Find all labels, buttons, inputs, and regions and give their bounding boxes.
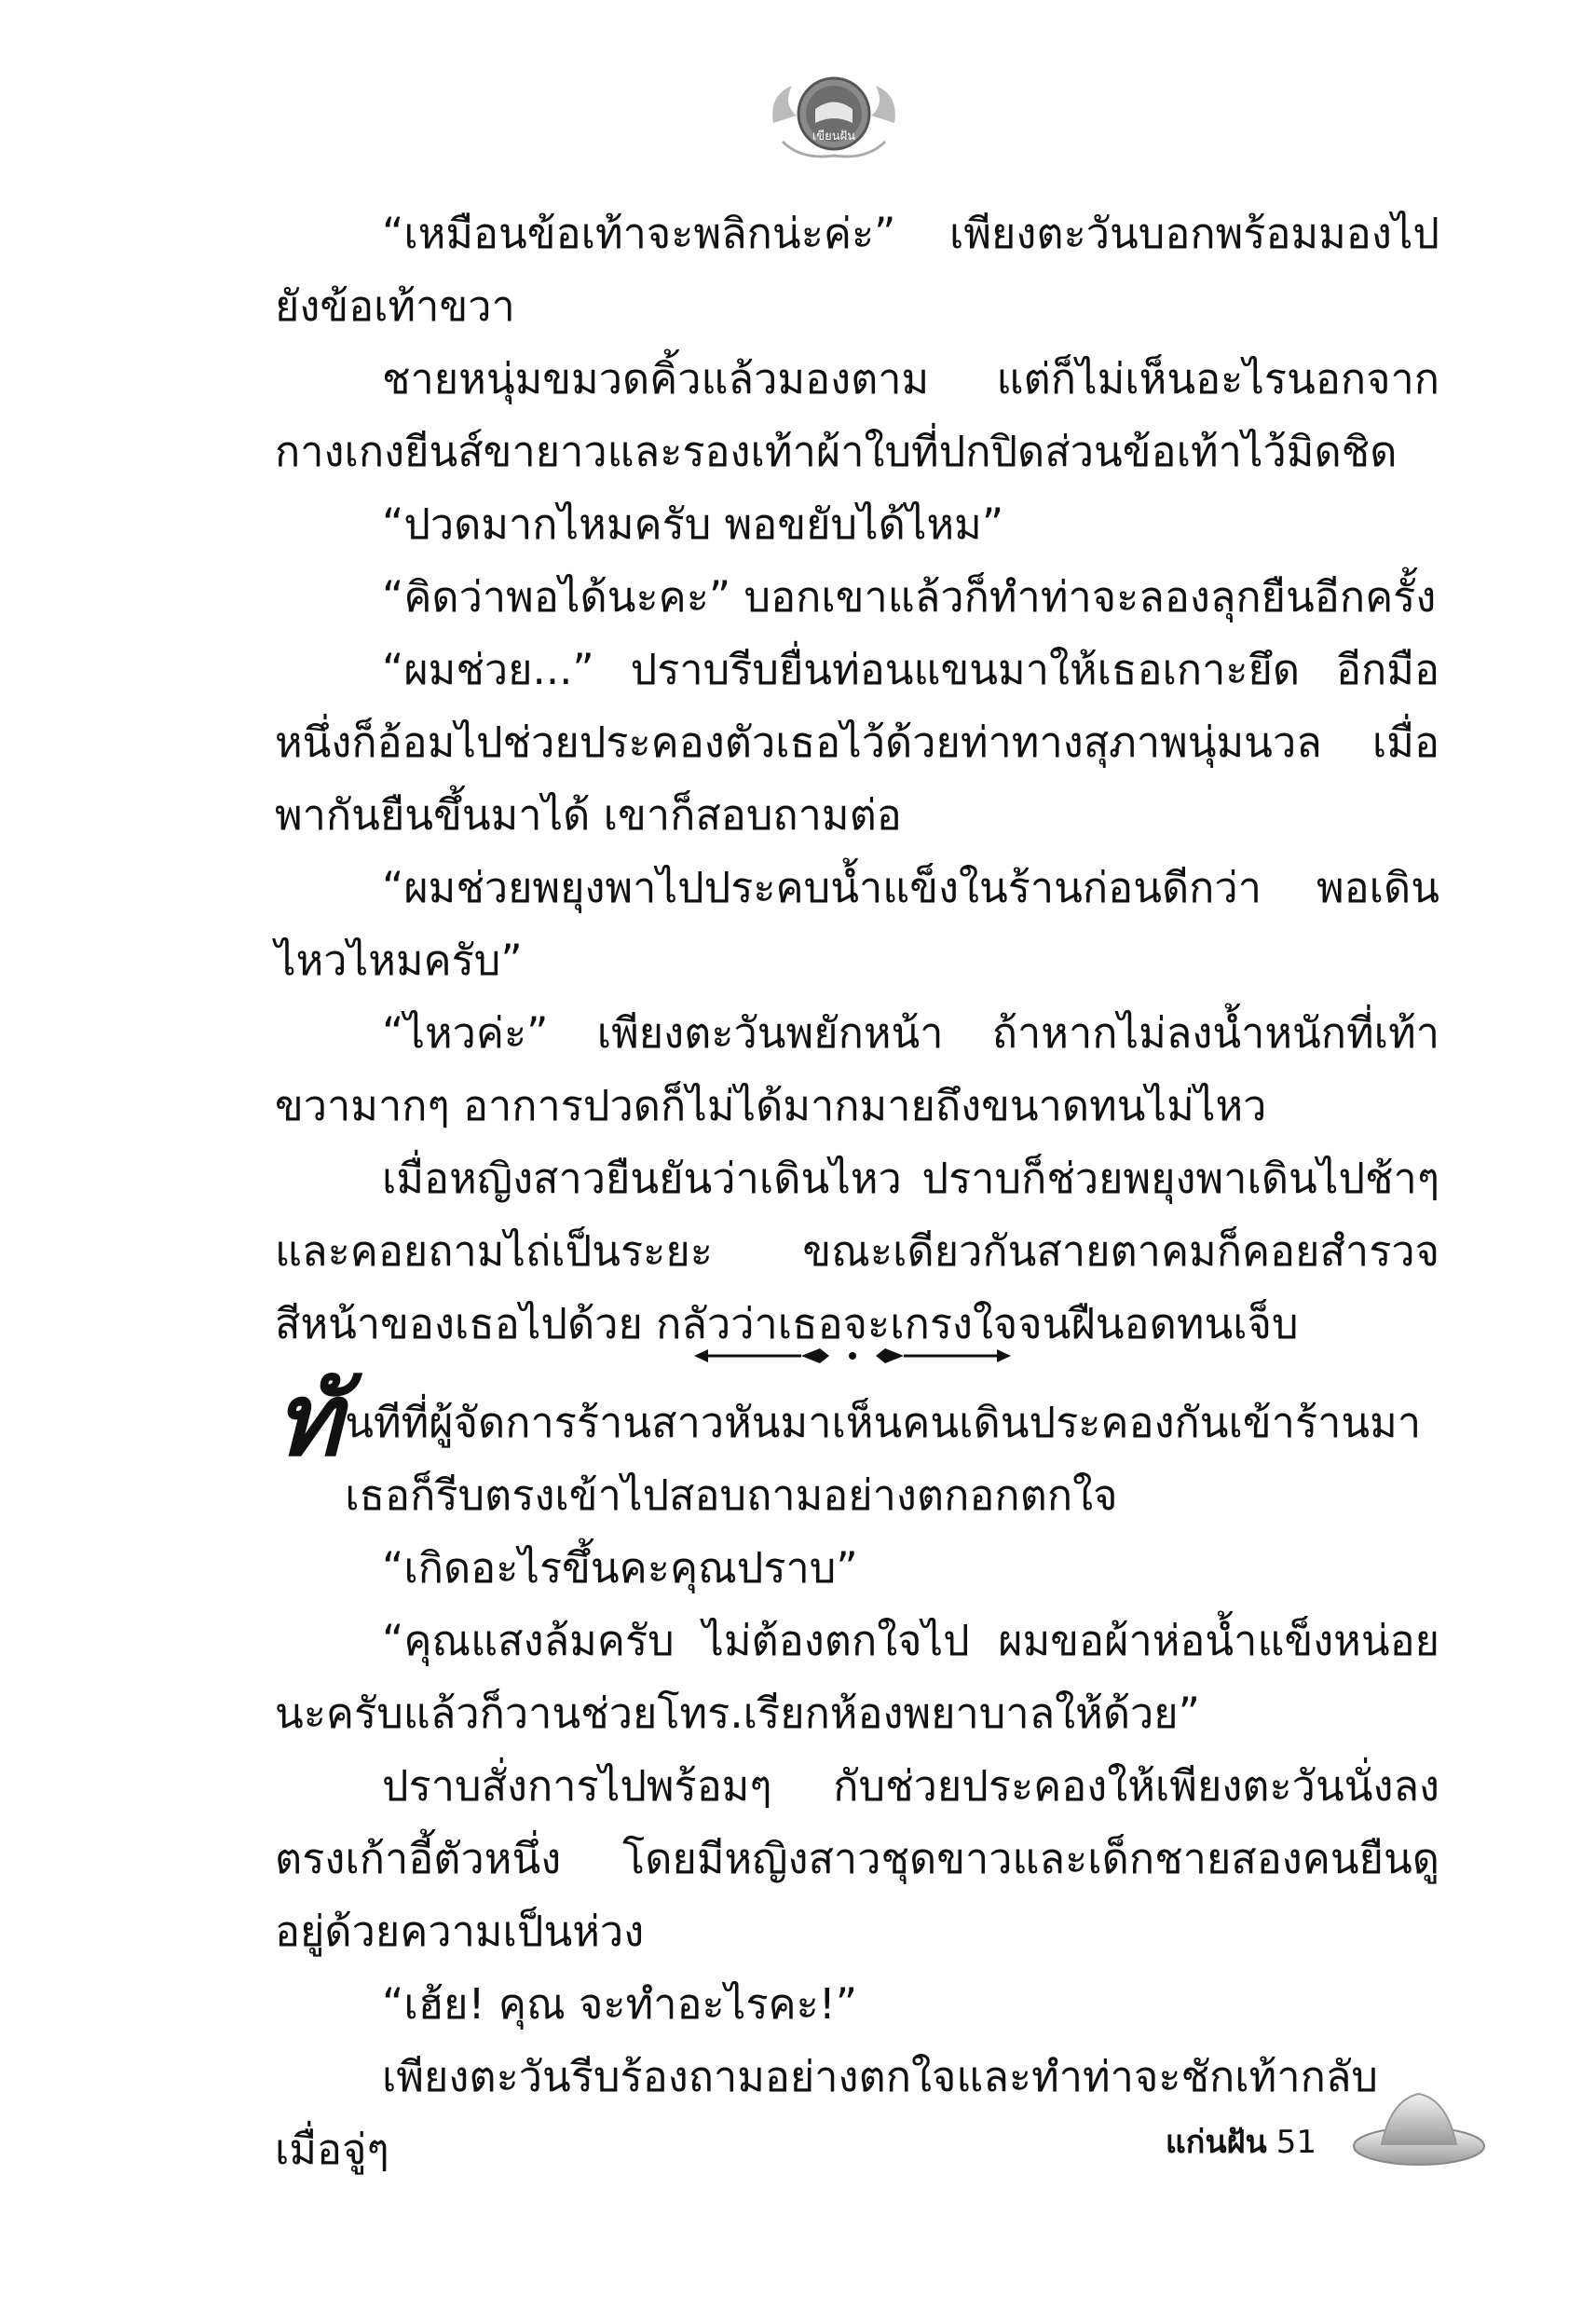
- book-title: แก่นฝัน: [1165, 2124, 1267, 2161]
- paragraph: “เฮ้ย! คุณ จะทำอะไรคะ!”: [382, 1979, 858, 2029]
- paragraph: “ผมช่วยพยุงพาไปประคบน้ำแข็งในร้านก่อนดีกว่า พอเดินไหวไหมครับ”: [275, 863, 1439, 985]
- body-text-section-1: [275, 198, 1439, 1361]
- page-number: 51: [1275, 2124, 1316, 2161]
- paragraph: “ปวดมากไหมครับ พอขยับได้ไหม”: [382, 499, 1004, 549]
- page-footer: [1166, 2116, 1316, 2167]
- paragraph: ชายหนุ่มขมวดคิ้วแล้วมองตาม แต่ก็ไม่เห็นอะไรนอกจากกางเกงยีนส์ขายาวและรองเท้าผ้าใบที่ปกปิดส่วนข้อเท้าไว้มิดชิด: [275, 354, 1439, 476]
- paragraph-first-text: นทีที่ผู้จัดการร้านสาวหันมาเห็นคนเดินประคองกันเข้าร้านมาเธอก็รีบตรงเข้าไปสอบถามอย่างตกอกตกใจ: [345, 1398, 1422, 1520]
- drop-cap: ทั: [275, 1361, 342, 1479]
- hat-icon: [1349, 2083, 1489, 2171]
- paragraph-first: [275, 1361, 1439, 1532]
- paragraph: “ไหวค่ะ” เพียงตะวันพยักหน้า ถ้าหากไม่ลงน้ำหนักที่เท้าขวามากๆ อาการปวดก็ไม่ได้มากมายถึงขนาดทนไม่ไหว: [275, 1008, 1439, 1130]
- section-divider-ornament: [689, 1342, 1016, 1370]
- paragraph: “เกิดอะไรขึ้นคะคุณปราบ”: [382, 1543, 858, 1593]
- paragraph: “คิดว่าพอได้นะคะ” บอกเขาแล้วก็ทำท่าจะลองลุกยืนอีกครั้ง: [382, 572, 1437, 622]
- paragraph: “เหมือนข้อเท้าจะพลิกน่ะค่ะ” เพียงตะวันบอกพร้อมมองไปยังข้อเท้าขวา: [275, 209, 1439, 331]
- svg-text:เขียนฝัน: เขียนฝัน: [812, 130, 856, 144]
- paragraph: เมื่อหญิงสาวยืนยันว่าเดินไหว ปราบก็ช่วยพยุงพาเดินไปช้าๆและคอยถามไถ่เป็นระยะ ขณะเดียวกันสายตาคมก็คอยสำรวจสีหน้าของเธอไปด้วย กลัวว่าเธอจะเกรงใจจนฝืนอดทนเจ็บ: [275, 1154, 1439, 1348]
- paragraph: ปราบสั่งการไปพร้อมๆ กับช่วยประคองให้เพียงตะวันนั่งลงตรงเก้าอี้ตัวหนึ่ง โดยมีหญิงสาวชุดขาวและเด็กชายสองคนยืนดูอยู่ด้วยความเป็นห่วง: [275, 1761, 1439, 1956]
- book-seal-logo-icon: [764, 58, 904, 170]
- body-text-section-2: [275, 1361, 1439, 2186]
- paragraph: “คุณแสงล้มครับ ไม่ต้องตกใจไป ผมขอผ้าห่อน้ำแข็งหน่อยนะครับแล้วก็วานช่วยโทร.เรียกห้องพยาบาลให้ด้วย”: [275, 1616, 1439, 1738]
- paragraph: “ผมช่วย...” ปราบรีบยื่นท่อนแขนมาให้เธอเกาะยึด อีกมือหนึ่งก็อ้อมไปช่วยประคองตัวเธอไว้ด้วยท่าทางสุภาพนุ่มนวล เมื่อพากันยืนขึ้นมาได้ เขาก็สอบถามต่อ: [275, 645, 1439, 840]
- paragraph: เพียงตะวันรีบร้องถามอย่างตกใจและทำท่าจะชักเท้ากลับ เมื่อจู่ๆ: [275, 2052, 1378, 2174]
